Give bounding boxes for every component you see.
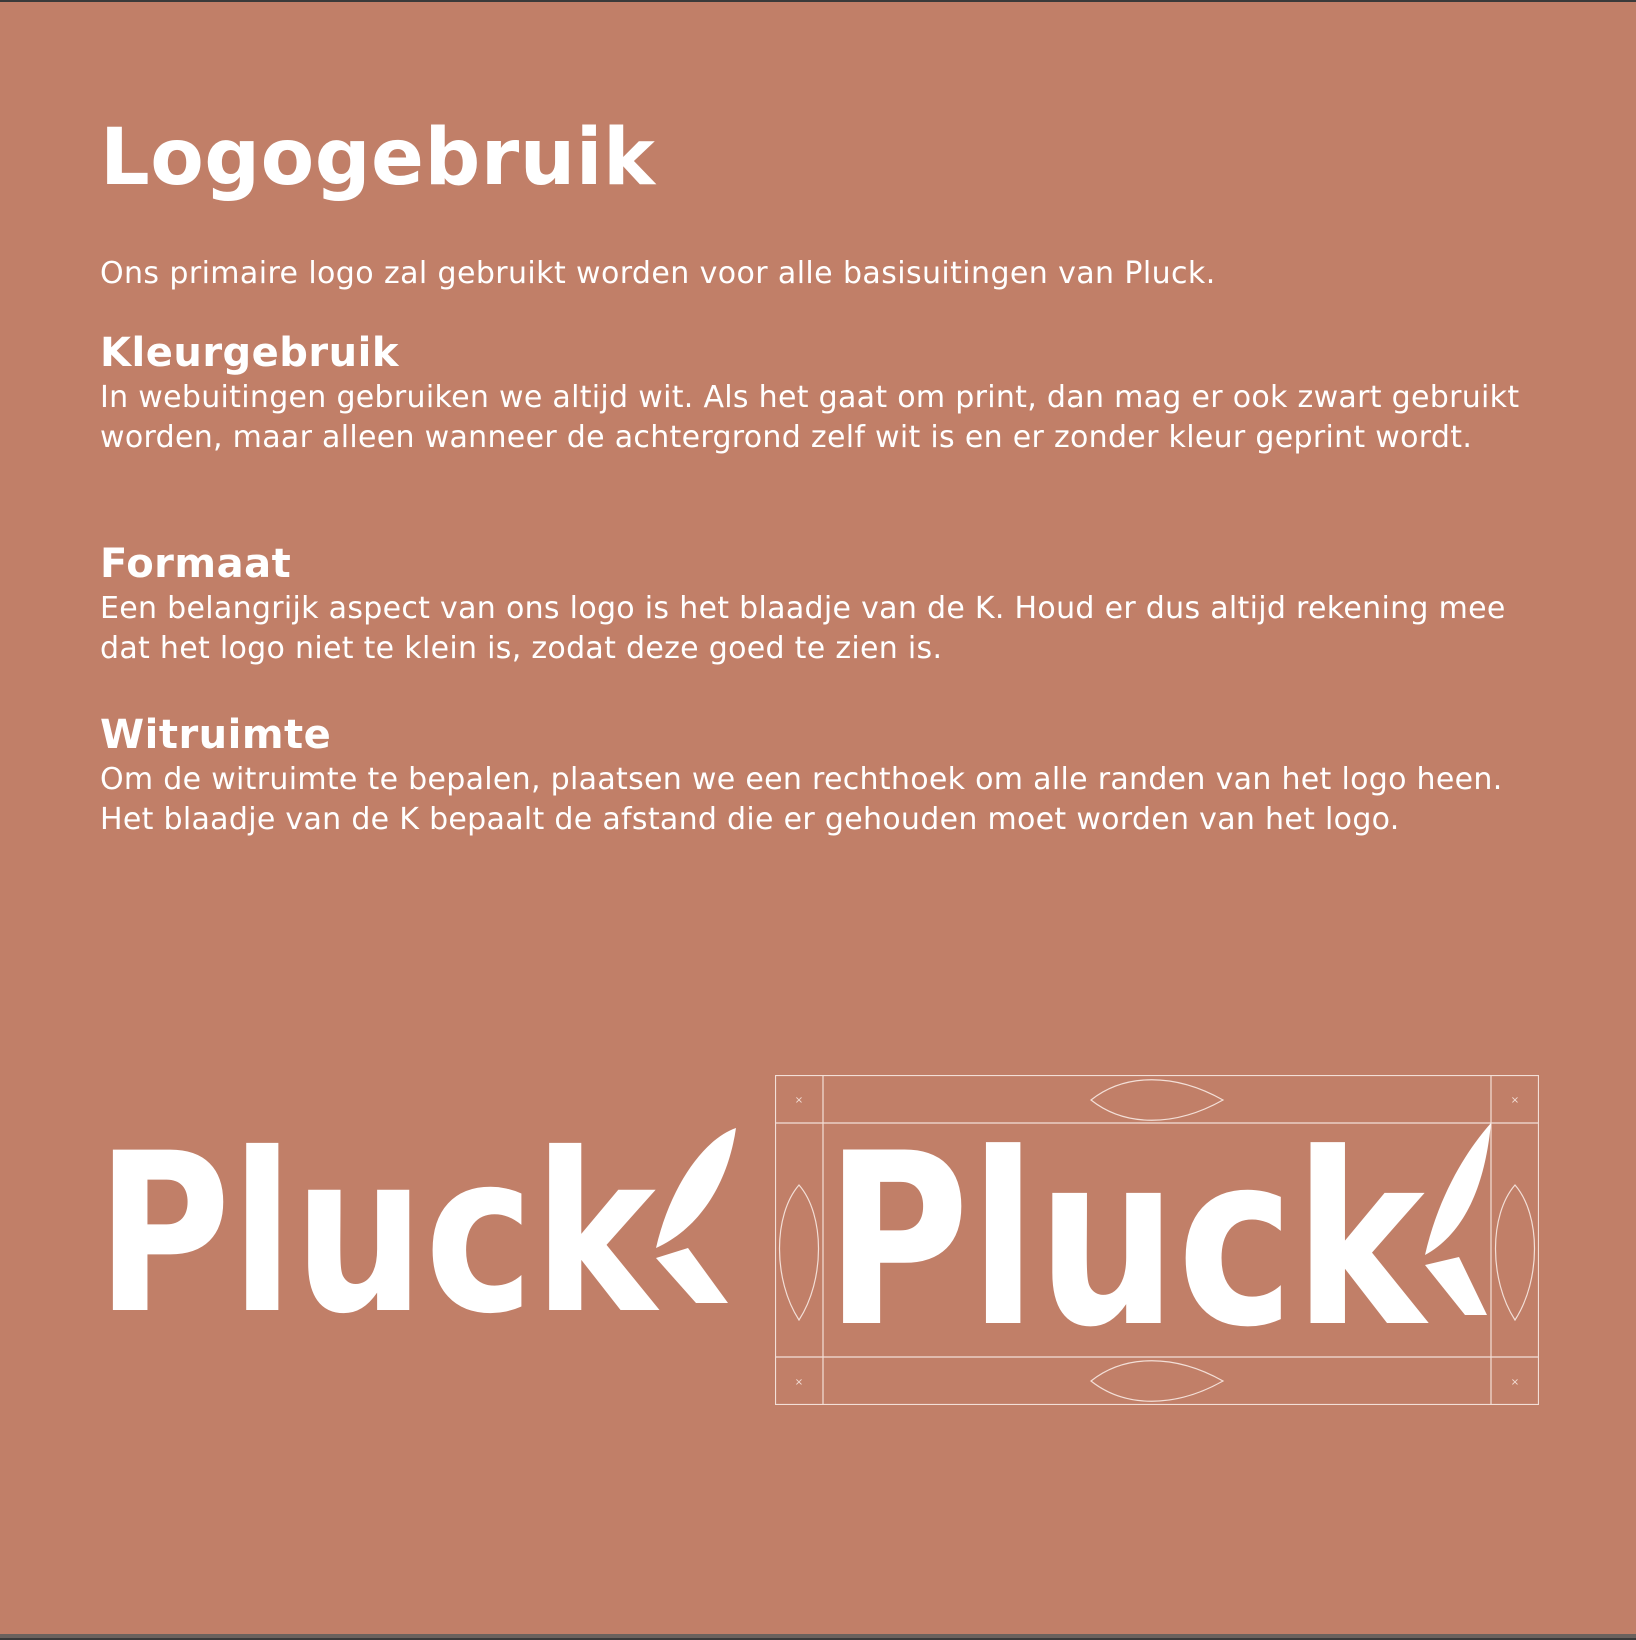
k-leg-shape <box>1425 1257 1487 1315</box>
guide-marker-br: × <box>1510 1377 1520 1388</box>
whitespace-guide-svg <box>775 1075 1539 1405</box>
pluck-logo-whitespace-guide <box>775 1075 1539 1405</box>
guide-marker-tl: × <box>794 1095 804 1106</box>
guide-marker-tr: × <box>1510 1095 1520 1106</box>
guide-marker-bl: × <box>794 1377 804 1388</box>
page <box>0 2 1636 1638</box>
section-witruimte <box>100 710 1540 840</box>
section-heading: Formaat <box>100 541 292 587</box>
page-title: Logogebruik <box>100 113 656 203</box>
pluck-logo-svg <box>96 1088 736 1358</box>
logo-wordmark: Pluck <box>96 1106 660 1358</box>
page-bottom-edge <box>0 1634 1636 1638</box>
leaf-icon <box>656 1128 736 1248</box>
k-leg-shape <box>656 1248 728 1303</box>
leaf-icon <box>1425 1123 1491 1255</box>
pluck-logo-primary <box>96 1088 736 1358</box>
intro-text: Ons primaire logo zal gebruikt worden voor alle basisuitingen van Pluck. <box>100 256 1216 291</box>
section-heading: Witruimte <box>100 712 332 758</box>
section-heading: Kleurgebruik <box>100 330 399 376</box>
logo-wordmark-guide: Pluck <box>825 1103 1429 1380</box>
section-kleurgebruik <box>100 328 1540 458</box>
section-body: Om de witruimte te bepalen, plaatsen we een rechthoek om alle randen van het logo heen. Het blaadje van de K bepaalt de afstand die er gehouden moet worden van het logo. <box>100 762 1503 837</box>
section-body: In webuitingen gebruiken we altijd wit. Als het gaat om print, dan mag er ook zwart gebruikt worden, maar alleen wanneer de achtergrond zelf wit is en er zonder kleur geprint wordt. <box>100 380 1520 455</box>
section-body: Een belangrijk aspect van ons logo is het blaadje van de K. Houd er dus altijd rekening mee dat het logo niet te klein is, zodat deze goed te zien is. <box>100 591 1506 666</box>
section-formaat <box>100 539 1540 669</box>
